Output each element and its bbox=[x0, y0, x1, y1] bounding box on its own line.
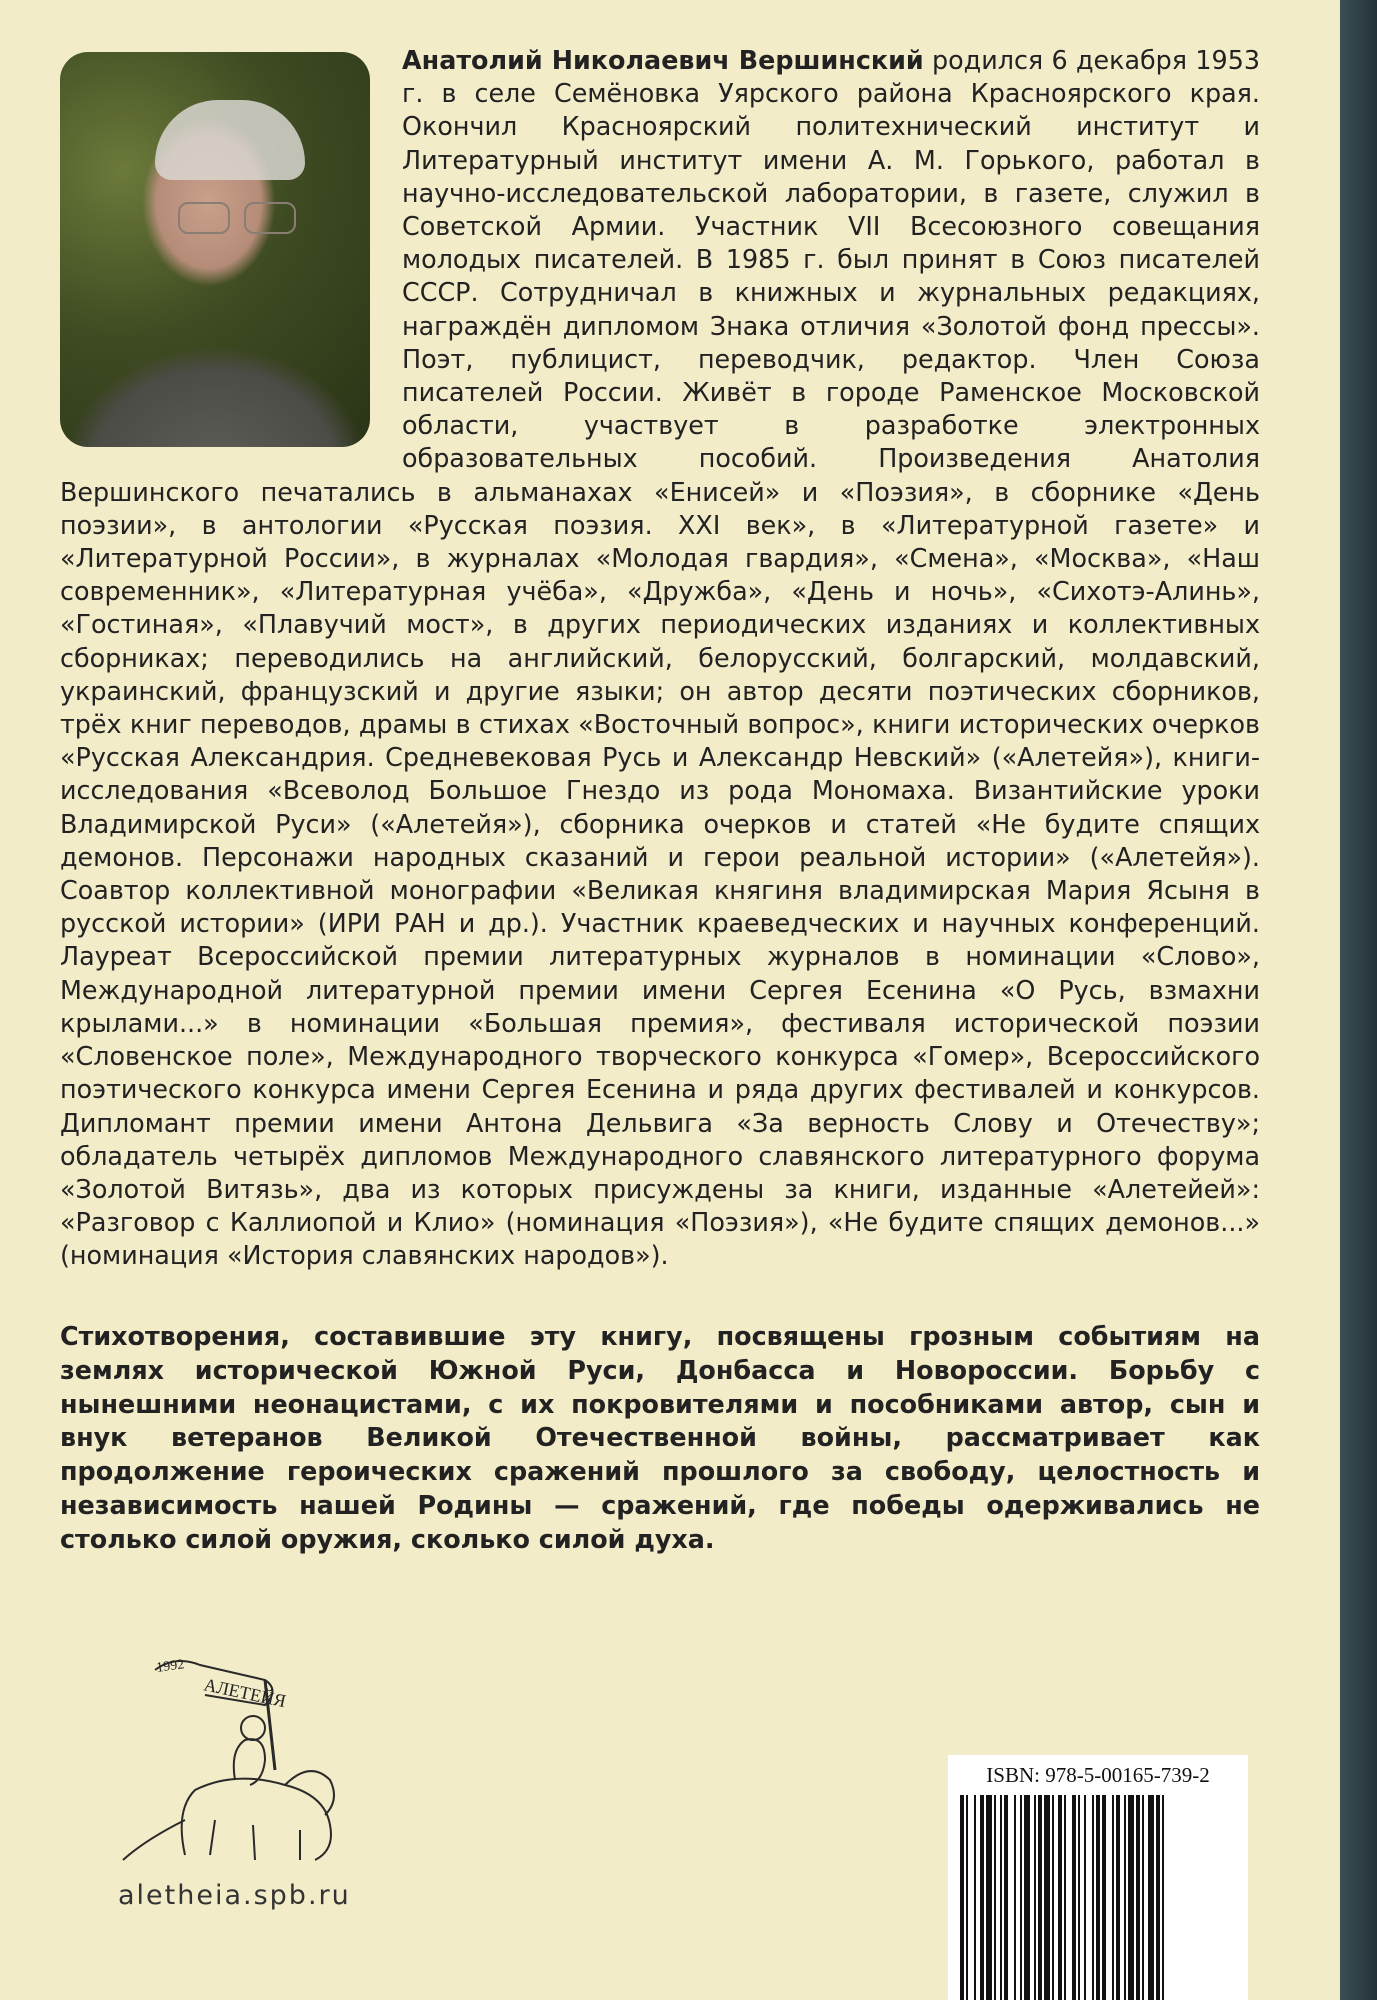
lion-rider-emblem-icon bbox=[115, 1650, 345, 1870]
book-summary: Стихотворения, составившие эту книгу, посвящены грозным событиям на землях исторической Южной Руси, Донбасса и Новороссии. Борьбу с нынешними неонацистами, с их покровителями и пособниками автор, сын и внук ветеранов Великой Отечественной войны, рассматривает как продолжение героических сражений прошлого за свободу, целостность и независимость нашей Родины — сражений, где победы одерживались не столько силой оружия, сколько силой духа. bbox=[60, 1321, 1260, 1554]
logo-name: АЛЕТЕЙЯ bbox=[202, 1674, 288, 1712]
biography-text: родился 6 декабря 1953 г. в селе Семёновка Уярского района Красноярского края. Окончил Красноярский политехнический институт и Литературный институт имени А. М. Горького, работал в научно-исследовательской лаборатории, в газете, служил в Советской Армии. Участник VII Всесоюзного совещания молодых писателей. В 1985 г. был принят в Союз писателей СССР. Сотрудничал в книжных и журнальных редакциях, награждён дипломом Знака отличия «Золотой фонд прессы». Поэт, публицист, переводчик, редактор. Член Союза писателей России. Живёт в городе Раменское Московской области, участвует в разработке электронных образовательных пособий. Произведения Анатолия Вершинского печатались в альманахах «Енисей» и «Поэзия», в сборнике «День поэзии», в антологии «Русская поэзия. XXI век», в «Литературной газете» и «Литературной России», в журналах «Молодая гвардия», «Смена», «Москва», «Наш современник», «Литературная учёба», «Дружба», «День и ночь», «Сихотэ-Алинь», «Гостиная», «Плавучий мост», в других периодических изданиях и коллективных сборниках; переводились на английский, белорусский, болгарский, молдавский, украинский, французский и другие языки; он автор десяти поэтических сборников, трёх книг переводов, драмы в стихах «Восточный вопрос», книги исторических очерков «Русская Александрия. Средневековая Русь и Александр Невский» («Алетейя»), книги-исследования «Всеволод Большое Гнездо из рода Мономаха. Византийские уроки Владимирской Руси» («Алетейя»), сборника очерков и статей «Не будите спящих демонов. Персонажи народных сказаний и герои реальной истории» («Алетейя»). Соавтор коллективной монографии «Великая княгиня владимирская Мария Ясыня в русской истории» (ИРИ РАН и др.). Участник краеведческих и научных конференций. Лауреат Всероссийской премии литературных журналов в номинации «Слово», Международной литературной премии имени Сергея Есенина «О Русь, взмахни крылами...» в номинации «Большая премия», фестиваля исторической поэзии «Словенское поле», Международного творческого конкурса «Гомер», Всероссийского поэтического конкурса имени Сергея Есенина и ряда других фестивалей и конкурсов. Дипломант премии имени Антона Дельвига «За верность Слову и Отечеству»; обладатель четырёх дипломов Международного славянского литературного форума «Золотой Витязь», два из которых присуждены за книги, изданные «Алетейей»: «Разговор с Каллиопой и Клио» (номинация «Поэзия»), «Не будите спящих демонов...» (номинация «История славянских народов»). bbox=[60, 45, 1260, 1271]
publisher-logo bbox=[115, 1650, 345, 1870]
author-name: Анатолий Николаевич Вершинский bbox=[402, 45, 924, 75]
isbn-label: ISBN: 978-5-00165-739-2 bbox=[986, 1763, 1210, 1787]
barcode-icon bbox=[958, 1795, 1238, 2000]
author-biography bbox=[60, 44, 1260, 1273]
barcode-area bbox=[948, 1755, 1248, 2000]
publisher-website[interactable]: aletheia.spb.ru bbox=[118, 1880, 351, 1911]
photo-spacer bbox=[60, 44, 402, 474]
logo-year: 1992 bbox=[155, 1657, 186, 1676]
book-spine-edge bbox=[1340, 0, 1377, 2000]
